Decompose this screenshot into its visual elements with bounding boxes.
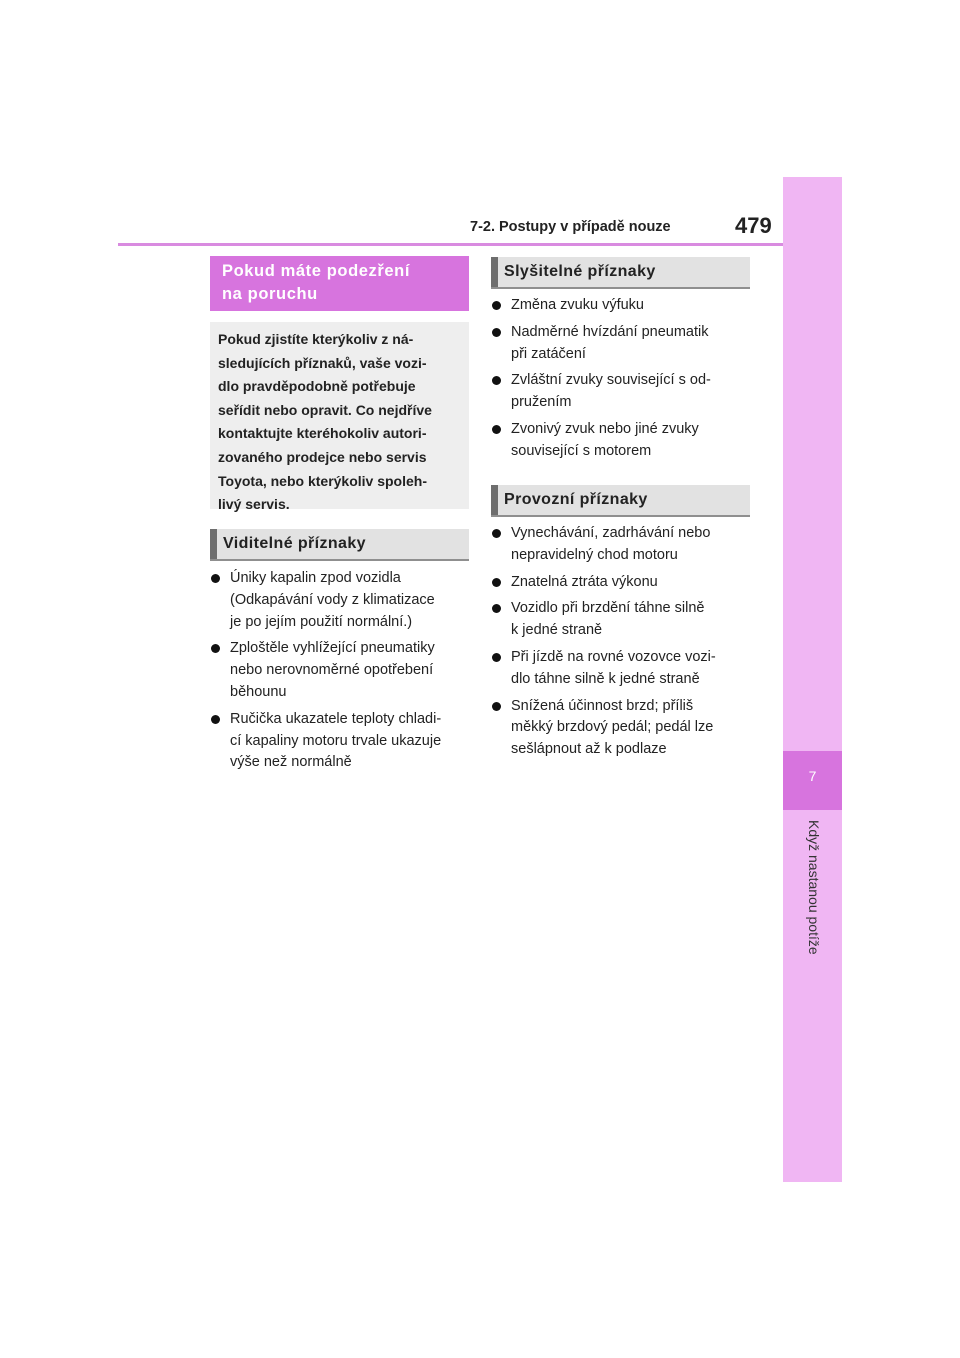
section-title: 7-2. Postupy v případě nouze <box>470 219 671 235</box>
heading-line: Pokud máte podezření <box>222 262 411 280</box>
heading-bar <box>491 485 498 515</box>
bullet-icon <box>492 653 501 662</box>
chapter-number: 7 <box>808 768 817 784</box>
list-item <box>492 295 754 317</box>
list-item <box>492 322 754 366</box>
item-line: dlo táhne silně k jedné straně <box>511 670 700 687</box>
item-line: nebo nerovnoměrné opotřebení <box>230 662 434 679</box>
item-line: výše než normálně <box>230 754 352 771</box>
list-item <box>492 696 754 761</box>
item-line: Úniky kapalin zpod vozidla <box>230 570 401 586</box>
note-line: Pokud zjistíte kterýkoliv z ná- <box>218 331 414 347</box>
item-line: Změna zvuku výfuku <box>511 297 644 313</box>
visible-symptoms-heading <box>210 529 469 561</box>
item-line: při zatáčení <box>511 345 586 362</box>
list-item <box>492 419 754 463</box>
heading-text: Provozní příznaky <box>504 491 648 508</box>
heading-bar <box>491 257 498 287</box>
item-line: nepravidelný chod motoru <box>511 546 678 563</box>
visible-symptoms-list <box>211 568 473 779</box>
item-line: Ručička ukazatele teploty chladi- <box>230 710 442 727</box>
bullet-icon <box>492 328 501 337</box>
bullet-icon <box>492 578 501 587</box>
item-line: Znatelná ztráta výkonu <box>511 573 658 590</box>
list-item <box>492 647 754 691</box>
item-line: sešlápnout až k podlaze <box>511 741 667 758</box>
chapter-label: Když nastanou potíže <box>806 820 822 955</box>
note-line: seřídit nebo opravit. Co nejdříve <box>218 401 432 418</box>
bullet-icon <box>211 574 220 583</box>
audible-symptoms-heading <box>491 257 750 289</box>
heading-text: Slyšitelné příznaky <box>504 263 656 280</box>
bullet-icon <box>211 644 220 653</box>
operational-symptoms-heading <box>491 485 750 517</box>
suspected-fault-heading <box>210 256 469 311</box>
list-item <box>492 370 754 414</box>
note-line: Toyota, nebo kterýkoliv spoleh- <box>218 472 428 489</box>
bullet-icon <box>211 715 220 724</box>
item-line: Nadměrné hvízdání pneumatik <box>511 323 709 340</box>
bullet-icon <box>492 702 501 711</box>
item-line: běhounu <box>230 683 287 700</box>
operational-symptoms-list <box>492 523 754 766</box>
bullet-icon <box>492 425 501 434</box>
item-line: cí kapaliny motoru trvale ukazuje <box>230 732 442 749</box>
list-item <box>211 638 473 703</box>
item-line: pružením <box>511 394 572 411</box>
page-number: 479 <box>735 213 772 238</box>
item-line: k jedné straně <box>511 622 603 639</box>
item-line: Snížená účinnost brzd; příliš <box>511 697 694 714</box>
item-line: Zploštěle vyhlížející pneumatiky <box>230 640 435 657</box>
list-item <box>492 572 754 594</box>
chapter-side-tab <box>783 177 842 1182</box>
item-line: Vynechávání, zadrhávání nebo <box>511 525 711 541</box>
list-item <box>211 568 473 633</box>
list-item <box>492 523 754 567</box>
item-line: měkký brzdový pedál; pedál lze <box>511 719 714 736</box>
audible-symptoms-list <box>492 295 754 468</box>
note-line: dlo pravděpodobně potřebuje <box>218 378 416 395</box>
bullet-icon <box>492 301 501 310</box>
item-line: Zvonivý zvuk nebo jiné zvuky <box>511 420 699 437</box>
item-line: související s motorem <box>511 442 652 459</box>
note-line: zovaného prodejce nebo servis <box>218 448 427 465</box>
note-line: sledujících příznaků, vaše vozi- <box>218 354 427 371</box>
list-item <box>492 598 754 642</box>
item-line: Vozidlo při brzdění táhne silně <box>511 600 705 617</box>
note-line: livý servis. <box>218 496 290 513</box>
bullet-icon <box>492 604 501 613</box>
item-line: Při jízdě na rovné vozovce vozi- <box>511 648 716 665</box>
note-box <box>210 322 469 513</box>
heading-line: na poruchu <box>222 285 318 303</box>
heading-text: Viditelné příznaky <box>223 535 366 552</box>
header-rule <box>118 243 783 246</box>
item-line: Zvláštní zvuky související s od- <box>511 372 711 389</box>
item-line: (Odkapávání vody z klimatizace <box>230 591 435 608</box>
item-line: je po jejím použití normální.) <box>230 613 413 630</box>
bullet-icon <box>492 529 501 538</box>
note-line: kontaktujte kteréhokoliv autori- <box>218 425 427 442</box>
list-item <box>211 709 473 774</box>
heading-bar <box>210 529 217 559</box>
bullet-icon <box>492 376 501 385</box>
